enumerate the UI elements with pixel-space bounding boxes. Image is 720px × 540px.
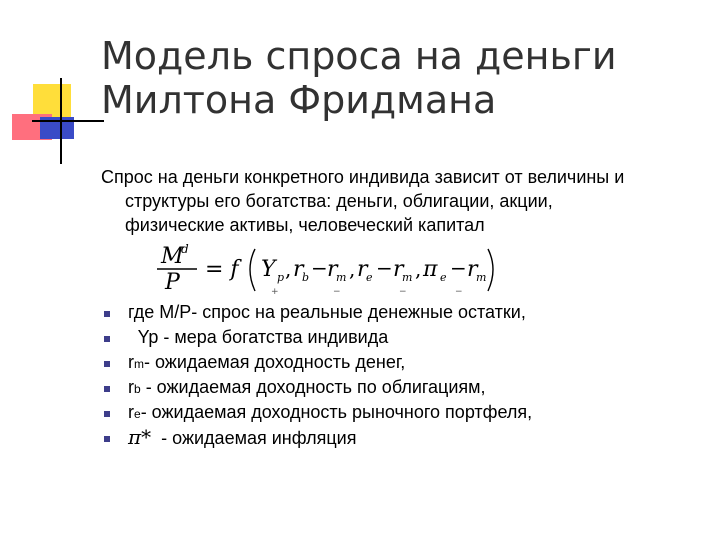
formula-pi: π	[423, 257, 438, 282]
bullet-prefix-sub: e	[134, 407, 141, 421]
demand-formula	[155, 243, 540, 295]
bullet-square-icon	[104, 336, 110, 342]
paren-left	[250, 249, 255, 291]
title-line-2: Милтона Фридмана	[101, 78, 497, 122]
formula-r3: r	[357, 257, 368, 282]
bullet-text-group	[128, 400, 532, 426]
bullet-prefix: r	[128, 402, 134, 422]
intro-line-3: физические активы, человеческий капитал	[125, 215, 485, 235]
formula-p: P	[165, 270, 180, 295]
bullet-square-icon	[104, 361, 110, 367]
list-item	[104, 425, 704, 450]
formula-yp-sub: p	[277, 271, 285, 284]
bullet-text-group	[128, 425, 357, 450]
comma-1: ,	[285, 257, 292, 281]
intro-paragraph	[101, 165, 701, 237]
bullet-text: - ожидаемая доходность денег,	[144, 352, 406, 372]
formula-r2: r	[327, 257, 338, 282]
sign-mark-3: −	[399, 287, 407, 297]
formula-m: M	[161, 244, 184, 269]
bullet-text-group	[128, 375, 486, 401]
formula-r5: r	[467, 257, 478, 282]
list-item	[104, 350, 704, 375]
formula-r1: r	[293, 257, 304, 282]
bullet-text: - ожидаемая инфляция	[151, 428, 357, 448]
comma-2: ,	[349, 257, 356, 281]
formula-svg	[155, 243, 540, 295]
sign-mark-4: −	[455, 287, 463, 297]
comma-3: ,	[415, 257, 422, 281]
bullet-square-icon	[104, 411, 110, 417]
formula-eq-f: = f	[205, 257, 239, 282]
minus-3: −	[450, 256, 467, 280]
bullet-prefix-sub: m	[134, 357, 144, 371]
bullet-text: - ожидаемая доходность рыночного портфеля,	[140, 402, 533, 422]
title-line-1: Модель спроса на деньги	[101, 34, 617, 78]
list-item	[104, 300, 704, 325]
list-item	[104, 375, 704, 400]
formula-y: Y	[261, 257, 276, 282]
bullet-text: Yp - мера богатства индивида	[128, 327, 389, 347]
bullet-text: - ожидаемая доходность по облигациям,	[140, 377, 486, 397]
sign-mark-1: +	[271, 287, 279, 297]
minus-2: −	[376, 256, 393, 280]
bullet-prefix: r	[128, 352, 134, 372]
bullet-text: где M/P- спрос на реальные денежные остатки,	[128, 302, 526, 322]
formula-d: d	[181, 242, 189, 256]
bullet-square-icon	[104, 386, 110, 392]
formula-sub-b: b	[302, 271, 310, 284]
formula-sub-e-1: e	[366, 271, 373, 284]
bullet-prefix: r	[128, 377, 134, 397]
bullet-prefix-sub: b	[134, 382, 141, 396]
formula-r4: r	[393, 257, 404, 282]
paren-right	[488, 249, 493, 291]
intro-line-1: Спрос на деньги конкретного индивида зависит от величины и	[101, 167, 625, 187]
bullet-text-group	[128, 350, 405, 376]
sign-mark-2: −	[333, 287, 341, 297]
pi-star-symbol: π*	[128, 425, 152, 449]
bullet-list	[104, 300, 704, 450]
formula-sub-e-2: e	[440, 271, 447, 284]
intro-line-2: структуры его богатства: деньги, облигации, акции,	[125, 191, 553, 211]
bullet-square-icon	[104, 436, 110, 442]
formula-sub-m-3: m	[476, 271, 487, 284]
list-item	[104, 325, 704, 350]
slide-title	[101, 34, 701, 122]
decor-horizontal-line	[32, 120, 104, 122]
bullet-square-icon	[104, 311, 110, 317]
formula-sub-m-2: m	[402, 271, 413, 284]
minus-1: −	[311, 256, 328, 280]
list-item	[104, 400, 704, 425]
formula-sub-m-1: m	[336, 271, 347, 284]
